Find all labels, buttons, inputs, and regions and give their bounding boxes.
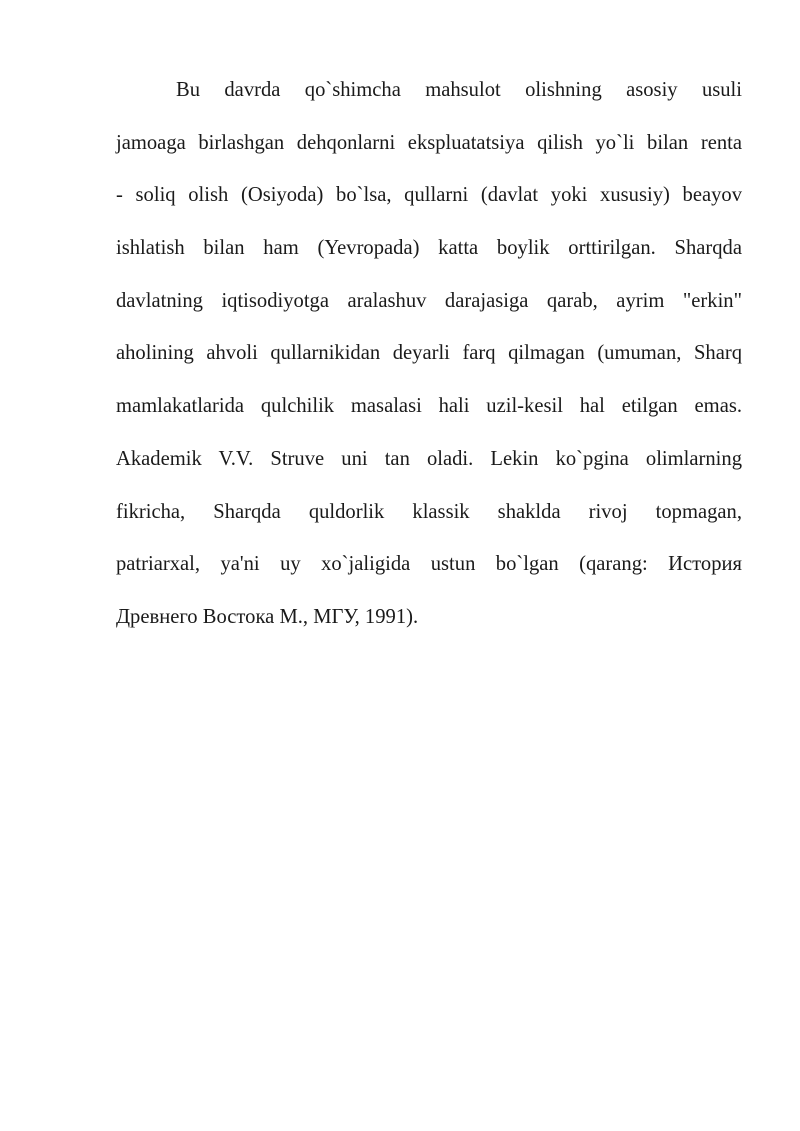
body-paragraph (116, 68, 742, 648)
paragraph-line: aholining ahvoli qullarnikidan deyarli farq qilmagan (umuman, Sharq (116, 342, 742, 365)
paragraph-line: patriarxal, ya'ni uy xo`jaligida ustun bo`lgan (qarang: История (116, 553, 742, 576)
paragraph-line: Bu davrda qo`shimcha mahsulot olishning asosiy usuli (176, 79, 742, 101)
paragraph-line: davlatning iqtisodiyotga aralashuv darajasiga qarab, ayrim "erkin" (116, 289, 742, 312)
paragraph-line: Древнего Востока М., МГУ, 1991). (116, 605, 419, 628)
paragraph-line: Akademik V.V. Struve uni tan oladi. Lekin ko`pgina olimlarning (116, 447, 742, 470)
paragraph-line: mamlakatlarida qulchilik masalasi hali uzil-kesil hal etilgan emas. (116, 395, 742, 418)
paragraph-line: ishlatish bilan ham (Yevropada) katta boylik orttirilgan. Sharqda (116, 237, 742, 260)
paragraph-line: jamoaga birlashgan dehqonlarni ekspluatatsiya qilish yo`li bilan renta (116, 131, 742, 154)
paragraph-line: fikricha, Sharqda quldorlik klassik shaklda rivoj topmagan, (116, 500, 742, 523)
paragraph-line: - soliq olish (Osiyoda) bo`lsa, qullarni (davlat yoki xususiy) beayov (116, 184, 742, 207)
